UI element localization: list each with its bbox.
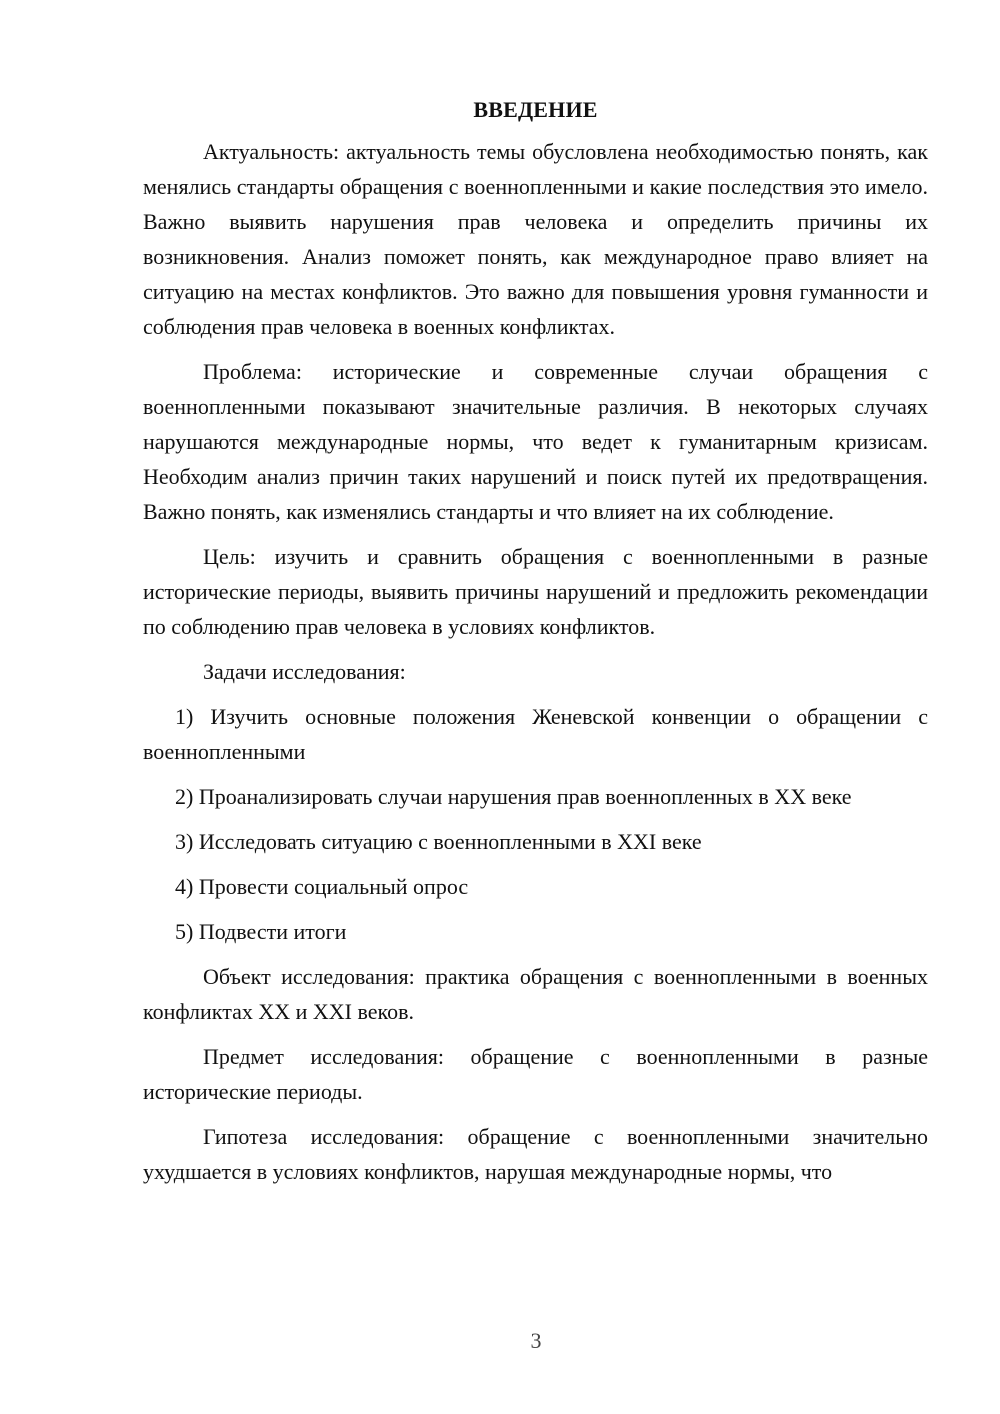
task-item: 1) Изучить основные положения Женевской конвенции о обращении с военнопленными (143, 704, 928, 764)
task-item: 2) Проанализировать случаи нарушения прав военнопленных в XX веке (175, 784, 852, 809)
section-title: ВВЕДЕНИЕ (473, 97, 598, 122)
subject-paragraph: Предмет исследования: обращение с военнопленными в разные исторические периоды. (143, 1044, 928, 1104)
page-number: 3 (530, 1328, 542, 1353)
goal-paragraph: Цель: изучить и сравнить обращения с военнопленными в разные исторические периоды, выявить причины нарушений и предложить рекомендации по соблюдению прав человека в условиях конфликтов. (143, 544, 928, 639)
problem-paragraph: Проблема: исторические и современные случаи обращения с военнопленными показывают значительные различия. В некоторых случаях нарушаются международные нормы, что ведет к гуманитарным кризисам. Необходим анализ причин таких нарушений и поиск путей их предотвращения. Важно понять, как изменялись стандарты и что влияет на их соблюдение. (143, 359, 928, 524)
relevance-paragraph: Актуальность: актуальность темы обусловлена необходимостью понять, как менялись стандарты обращения с военнопленными и какие последствия это имело. Важно выявить нарушения прав человека и определить причины их возникновения. Анализ поможет понять, как международное право влияет на ситуацию на местах конфликтов. Это важно для повышения уровня гуманности и соблюдения прав человека в военных конфликтах. (143, 139, 928, 339)
task-item: 5) Подвести итоги (175, 919, 347, 944)
task-item: 3) Исследовать ситуацию с военнопленными в XXI веке (175, 829, 702, 854)
task-item: 4) Провести социальный опрос (175, 874, 469, 899)
object-paragraph: Объект исследования: практика обращения с военнопленными в военных конфликтах XX и XXI веков. (143, 964, 928, 1024)
hypothesis-paragraph: Гипотеза исследования: обращение с военнопленными значительно ухудшается в условиях конфликтов, нарушая международные нормы, что (143, 1124, 928, 1184)
document-body (143, 92, 928, 1189)
tasks-heading: Задачи исследования: (203, 659, 406, 684)
